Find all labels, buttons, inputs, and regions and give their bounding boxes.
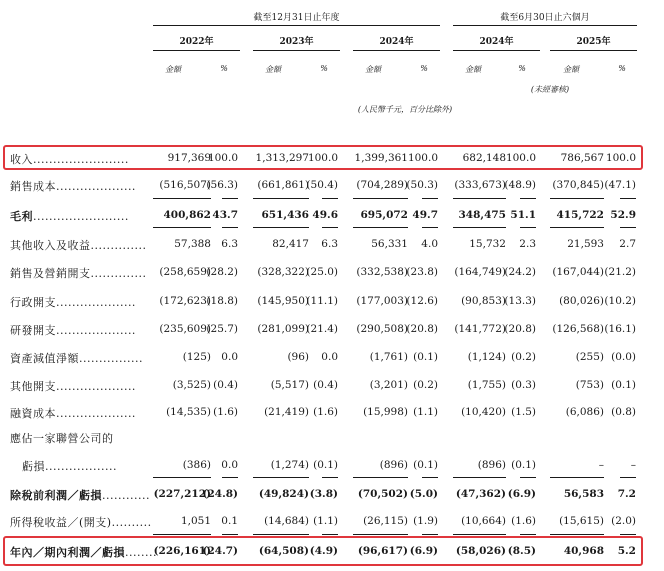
revenue-row-highlight xyxy=(3,145,643,170)
subtotal-rule xyxy=(520,227,536,228)
row-value-cell: 682,148 xyxy=(462,152,506,164)
row-leader-dots: .................... xyxy=(56,180,136,193)
row-value-cell: (96) xyxy=(287,351,309,363)
row-value-cell: (1,761) xyxy=(369,351,408,363)
row-label xyxy=(10,322,136,338)
subtotal-rule xyxy=(353,477,408,478)
row-value-cell: 1,051 xyxy=(180,515,211,527)
row-label xyxy=(10,294,136,310)
row-value-cell: 100.0 xyxy=(605,152,636,164)
col-amount-2025-h1: 金額 xyxy=(563,65,579,74)
row-value-cell: 0.0 xyxy=(321,351,338,363)
row-value-cell: 21,593 xyxy=(567,238,604,250)
row-value-cell: (3,201) xyxy=(369,379,408,391)
row-value-cell: (0.2) xyxy=(413,379,438,391)
row-label xyxy=(10,514,152,530)
row-value-cell: (24.8) xyxy=(202,488,238,500)
row-value-cell: 0.1 xyxy=(221,515,238,527)
row-value-cell: (1.6) xyxy=(511,515,536,527)
row-value-cell: (1.6) xyxy=(213,406,238,418)
row-label xyxy=(10,487,150,503)
row-value-cell: (0.1) xyxy=(511,459,536,471)
col-amount-2022: 金額 xyxy=(165,65,181,74)
row-leader-dots: ........ xyxy=(125,546,157,559)
subtotal-rule xyxy=(222,227,238,228)
row-label xyxy=(22,458,117,474)
row-value-cell: (290,508) xyxy=(356,323,408,335)
subtotal-rule xyxy=(422,534,438,535)
subtotal-rule xyxy=(422,227,438,228)
row-value-cell: (6.9) xyxy=(409,545,438,557)
row-value-cell: (50.4) xyxy=(306,179,338,191)
row-value-cell: 100.0 xyxy=(307,152,338,164)
row-value-cell: (70,502) xyxy=(357,488,408,500)
row-value-cell: (14,684) xyxy=(264,515,309,527)
row-label-text: 應佔一家聯營公司的 xyxy=(10,432,114,445)
subtotal-rule xyxy=(520,477,536,478)
col-amount-2024: 金額 xyxy=(365,65,381,74)
row-value-cell: 6.3 xyxy=(321,238,338,250)
row-label-text: 除稅前利潤／虧損 xyxy=(10,489,102,502)
row-label-text: 年內／期內利潤／虧損 xyxy=(10,546,125,559)
row-value-cell: 7.2 xyxy=(617,488,636,500)
col-pct-2022: % xyxy=(220,64,228,73)
row-value-cell: (333,673) xyxy=(454,179,506,191)
subtotal-rule xyxy=(353,534,408,535)
subtotal-rule xyxy=(453,477,506,478)
row-value-cell: (1.9) xyxy=(413,515,438,527)
row-value-cell: 100.0 xyxy=(505,152,536,164)
row-value-cell: (23.8) xyxy=(406,266,438,278)
subtotal-rule xyxy=(422,477,438,478)
year-underline-2023 xyxy=(253,50,340,51)
row-leader-dots: .................... xyxy=(56,324,136,337)
subtotal-rule xyxy=(453,227,506,228)
subtotal-rule xyxy=(322,227,338,228)
row-value-cell: (15,615) xyxy=(559,515,604,527)
row-value-cell: 695,072 xyxy=(360,209,408,221)
row-value-cell: 56,583 xyxy=(563,488,604,500)
row-value-cell: (370,845) xyxy=(552,179,604,191)
row-value-cell: (20.8) xyxy=(504,323,536,335)
row-leader-dots: .................. xyxy=(45,460,117,473)
row-value-cell: (896) xyxy=(477,459,506,471)
subtotal-rule xyxy=(453,534,506,535)
subtotal-rule xyxy=(620,534,636,535)
row-leader-dots: .................... xyxy=(56,296,136,309)
row-label xyxy=(10,405,136,421)
row-value-cell: (14,535) xyxy=(166,406,211,418)
row-label-text: 融資成本 xyxy=(10,407,56,420)
row-label-text: 虧損 xyxy=(22,460,45,473)
row-value-cell: (0.1) xyxy=(611,379,636,391)
row-value-cell: (47,362) xyxy=(455,488,506,500)
row-label-text: 收入 xyxy=(10,153,33,166)
subtotal-rule xyxy=(222,534,238,535)
row-leader-dots: ........................ xyxy=(33,210,129,223)
row-label xyxy=(10,350,143,366)
subtotal-rule xyxy=(620,227,636,228)
row-value-cell: (896) xyxy=(379,459,408,471)
subtotal-rule xyxy=(550,227,604,228)
row-value-cell: (753) xyxy=(575,379,604,391)
row-label-text: 資產減值淨額 xyxy=(10,352,79,365)
row-value-cell: (145,950) xyxy=(257,295,309,307)
six-month-header-underline xyxy=(453,25,637,26)
unit-note: (人民幣千元，百分比除外) xyxy=(357,105,453,114)
row-label-text: 毛利 xyxy=(10,210,33,223)
subtotal-rule xyxy=(520,534,536,535)
row-value-cell: (1,274) xyxy=(270,459,309,471)
subtotal-rule xyxy=(322,198,338,199)
subtotal-rule xyxy=(253,227,309,228)
row-value-cell: 15,732 xyxy=(469,238,506,250)
row-label-text: 銷售及營銷開支 xyxy=(10,267,91,280)
row-value-cell: (141,772) xyxy=(454,323,506,335)
row-value-cell: (3,525) xyxy=(172,379,211,391)
row-value-cell: (1.5) xyxy=(511,406,536,418)
year-header-2024-h1: 2024年 xyxy=(479,37,514,47)
row-value-cell: 57,388 xyxy=(174,238,211,250)
row-value-cell: (0.3) xyxy=(511,379,536,391)
row-value-cell: (226,161) xyxy=(153,545,211,557)
row-value-cell: (18.8) xyxy=(206,295,238,307)
row-value-cell: (1.1) xyxy=(413,406,438,418)
row-value-cell: (0.1) xyxy=(413,459,438,471)
row-value-cell: 2.3 xyxy=(519,238,536,250)
row-value-cell: (516,507) xyxy=(159,179,211,191)
row-leader-dots: .................... xyxy=(56,380,136,393)
row-label xyxy=(10,208,129,224)
subtotal-rule xyxy=(620,477,636,478)
row-label-text: 行政開支 xyxy=(10,296,56,309)
row-value-cell: 49.6 xyxy=(312,209,338,221)
year-underline-2022 xyxy=(153,50,240,51)
row-leader-dots: .............. xyxy=(90,239,147,252)
row-value-cell: (47.1) xyxy=(604,179,636,191)
row-leader-dots: .......... xyxy=(111,516,152,529)
subtotal-rule xyxy=(322,477,338,478)
subtotal-rule xyxy=(322,534,338,535)
row-value-cell: (0.0) xyxy=(611,351,636,363)
row-label-text: 銷售成本 xyxy=(10,180,56,193)
row-value-cell: (10.2) xyxy=(604,295,636,307)
row-value-cell: 40,968 xyxy=(563,545,604,557)
row-value-cell: (11.1) xyxy=(306,295,338,307)
row-value-cell: (24.2) xyxy=(504,266,536,278)
subtotal-rule xyxy=(353,227,408,228)
row-value-cell: (5,517) xyxy=(270,379,309,391)
row-value-cell: (164,749) xyxy=(454,266,506,278)
row-value-cell: 49.7 xyxy=(412,209,438,221)
row-value-cell: (0.4) xyxy=(313,379,338,391)
row-value-cell: (48.9) xyxy=(504,179,536,191)
row-value-cell: (49,824) xyxy=(258,488,309,500)
subtotal-rule xyxy=(422,198,438,199)
subtotal-rule xyxy=(222,198,238,199)
row-value-cell: (0.4) xyxy=(213,379,238,391)
row-leader-dots: .............. xyxy=(90,267,147,280)
subtotal-rule xyxy=(253,534,309,535)
row-value-cell: (10,664) xyxy=(461,515,506,527)
year-header-2022: 2022年 xyxy=(179,37,214,47)
row-label xyxy=(10,178,136,194)
year-header-2024: 2024年 xyxy=(379,37,414,47)
row-value-cell: (96,617) xyxy=(357,545,408,557)
row-value-cell: (0.1) xyxy=(313,459,338,471)
row-label xyxy=(10,430,114,446)
subtotal-rule xyxy=(620,198,636,199)
row-value-cell: (13.3) xyxy=(504,295,536,307)
row-value-cell: (24.7) xyxy=(202,545,238,557)
row-label-text: 其他開支 xyxy=(10,380,56,393)
row-value-cell: (16.1) xyxy=(604,323,636,335)
col-pct-2024-h1: % xyxy=(518,64,526,73)
row-value-cell: (328,322) xyxy=(257,266,309,278)
subtotal-rule xyxy=(153,534,211,535)
net-profit-row-highlight xyxy=(3,536,643,566)
subtotal-rule xyxy=(550,477,604,478)
col-pct-2023: % xyxy=(320,64,328,73)
row-value-cell: (56.3) xyxy=(206,179,238,191)
subtotal-rule xyxy=(520,198,536,199)
row-value-cell: (172,623) xyxy=(159,295,211,307)
row-value-cell: 2.7 xyxy=(619,238,636,250)
row-value-cell: 0.0 xyxy=(221,351,238,363)
row-value-cell: 5.2 xyxy=(617,545,636,557)
row-value-cell: (0.2) xyxy=(511,351,536,363)
row-value-cell: (704,289) xyxy=(356,179,408,191)
row-value-cell: 415,722 xyxy=(556,209,604,221)
row-value-cell: (21.4) xyxy=(306,323,338,335)
row-value-cell: (6,086) xyxy=(565,406,604,418)
row-value-cell: 100.0 xyxy=(207,152,238,164)
row-label-text: 其他收入及收益 xyxy=(10,239,91,252)
row-value-cell: (1.6) xyxy=(313,406,338,418)
row-value-cell: (28.2) xyxy=(206,266,238,278)
subtotal-rule xyxy=(222,477,238,478)
row-value-cell: (167,044) xyxy=(552,266,604,278)
row-label-text: 所得稅收益／(開支) xyxy=(10,516,112,529)
year-underline-2024 xyxy=(353,50,440,51)
subtotal-rule xyxy=(153,227,211,228)
row-value-cell: (50.3) xyxy=(406,179,438,191)
row-value-cell: 348,475 xyxy=(458,209,506,221)
row-value-cell: – xyxy=(630,459,636,471)
row-value-cell: (227,212) xyxy=(153,488,211,500)
annual-period-header: 截至12月31日止年度 xyxy=(253,13,340,23)
row-value-cell: (255) xyxy=(575,351,604,363)
row-value-cell: (26,115) xyxy=(363,515,408,527)
row-value-cell: (258,659) xyxy=(159,266,211,278)
row-value-cell: 6.3 xyxy=(221,238,238,250)
year-header-2023: 2023年 xyxy=(279,37,314,47)
row-label-text: 研發開支 xyxy=(10,324,56,337)
row-value-cell: (64,508) xyxy=(258,545,309,557)
row-value-cell: (332,538) xyxy=(356,266,408,278)
row-value-cell: (12.6) xyxy=(406,295,438,307)
six-month-period-header: 截至6月30日止六個月 xyxy=(500,13,590,23)
row-value-cell: (15,998) xyxy=(363,406,408,418)
row-value-cell: (25.0) xyxy=(306,266,338,278)
unaudited-note: (未經審核) xyxy=(530,85,570,94)
row-value-cell: 786,567 xyxy=(560,152,604,164)
row-value-cell: 51.1 xyxy=(510,209,536,221)
row-label xyxy=(10,237,146,253)
subtotal-rule xyxy=(453,198,506,199)
row-value-cell: (21.2) xyxy=(604,266,636,278)
col-amount-2023: 金額 xyxy=(265,65,281,74)
row-value-cell: (0.8) xyxy=(611,406,636,418)
row-value-cell: 82,417 xyxy=(272,238,309,250)
row-value-cell: (6.9) xyxy=(507,488,536,500)
row-leader-dots: ............ xyxy=(102,489,150,502)
row-value-cell: 1,399,361 xyxy=(354,152,408,164)
row-value-cell: (2.0) xyxy=(611,515,636,527)
row-value-cell: (0.1) xyxy=(413,351,438,363)
row-value-cell: – xyxy=(598,459,604,471)
row-leader-dots: ................ xyxy=(79,352,143,365)
subtotal-rule xyxy=(153,198,211,199)
subtotal-rule xyxy=(253,198,309,199)
row-value-cell: (58,026) xyxy=(455,545,506,557)
row-label xyxy=(10,265,146,281)
row-value-cell: (5.0) xyxy=(409,488,438,500)
row-value-cell: (10,420) xyxy=(461,406,506,418)
row-value-cell: (3.8) xyxy=(309,488,338,500)
row-label xyxy=(10,378,136,394)
row-value-cell: 1,313,297 xyxy=(255,152,309,164)
row-value-cell: 0.0 xyxy=(221,459,238,471)
annual-header-underline xyxy=(153,25,440,26)
row-value-cell: (235,609) xyxy=(159,323,211,335)
row-value-cell: 400,862 xyxy=(163,209,211,221)
row-value-cell: (661,861) xyxy=(257,179,309,191)
year-underline-2024-h1 xyxy=(453,50,540,51)
row-leader-dots: .................... xyxy=(56,407,136,420)
row-value-cell: (126,568) xyxy=(552,323,604,335)
row-value-cell: (21,419) xyxy=(264,406,309,418)
subtotal-rule xyxy=(353,198,408,199)
row-value-cell: 917,369 xyxy=(167,152,211,164)
row-value-cell: 52.9 xyxy=(610,209,636,221)
row-value-cell: (125) xyxy=(182,351,211,363)
row-value-cell: (4.9) xyxy=(309,545,338,557)
row-value-cell: (80,026) xyxy=(559,295,604,307)
subtotal-rule xyxy=(550,534,604,535)
year-underline-2025-h1 xyxy=(550,50,637,51)
row-value-cell: 100.0 xyxy=(407,152,438,164)
row-value-cell: (1,755) xyxy=(467,379,506,391)
row-value-cell: (177,003) xyxy=(356,295,408,307)
row-leader-dots: ........................ xyxy=(33,153,129,166)
row-value-cell: 43.7 xyxy=(212,209,238,221)
row-value-cell: (90,853) xyxy=(461,295,506,307)
row-value-cell: (25.7) xyxy=(206,323,238,335)
row-value-cell: (20.8) xyxy=(406,323,438,335)
col-pct-2025-h1: % xyxy=(618,64,626,73)
row-value-cell: 4.0 xyxy=(421,238,438,250)
row-value-cell: 651,436 xyxy=(261,209,309,221)
row-value-cell: (281,099) xyxy=(257,323,309,335)
col-pct-2024: % xyxy=(420,64,428,73)
year-header-2025-h1: 2025年 xyxy=(576,37,611,47)
subtotal-rule xyxy=(253,477,309,478)
col-amount-2024-h1: 金額 xyxy=(465,65,481,74)
row-value-cell: 56,331 xyxy=(371,238,408,250)
row-value-cell: (1.1) xyxy=(313,515,338,527)
subtotal-rule xyxy=(153,477,211,478)
row-value-cell: (8.5) xyxy=(507,545,536,557)
row-value-cell: (386) xyxy=(182,459,211,471)
subtotal-rule xyxy=(550,198,604,199)
row-value-cell: (1,124) xyxy=(467,351,506,363)
